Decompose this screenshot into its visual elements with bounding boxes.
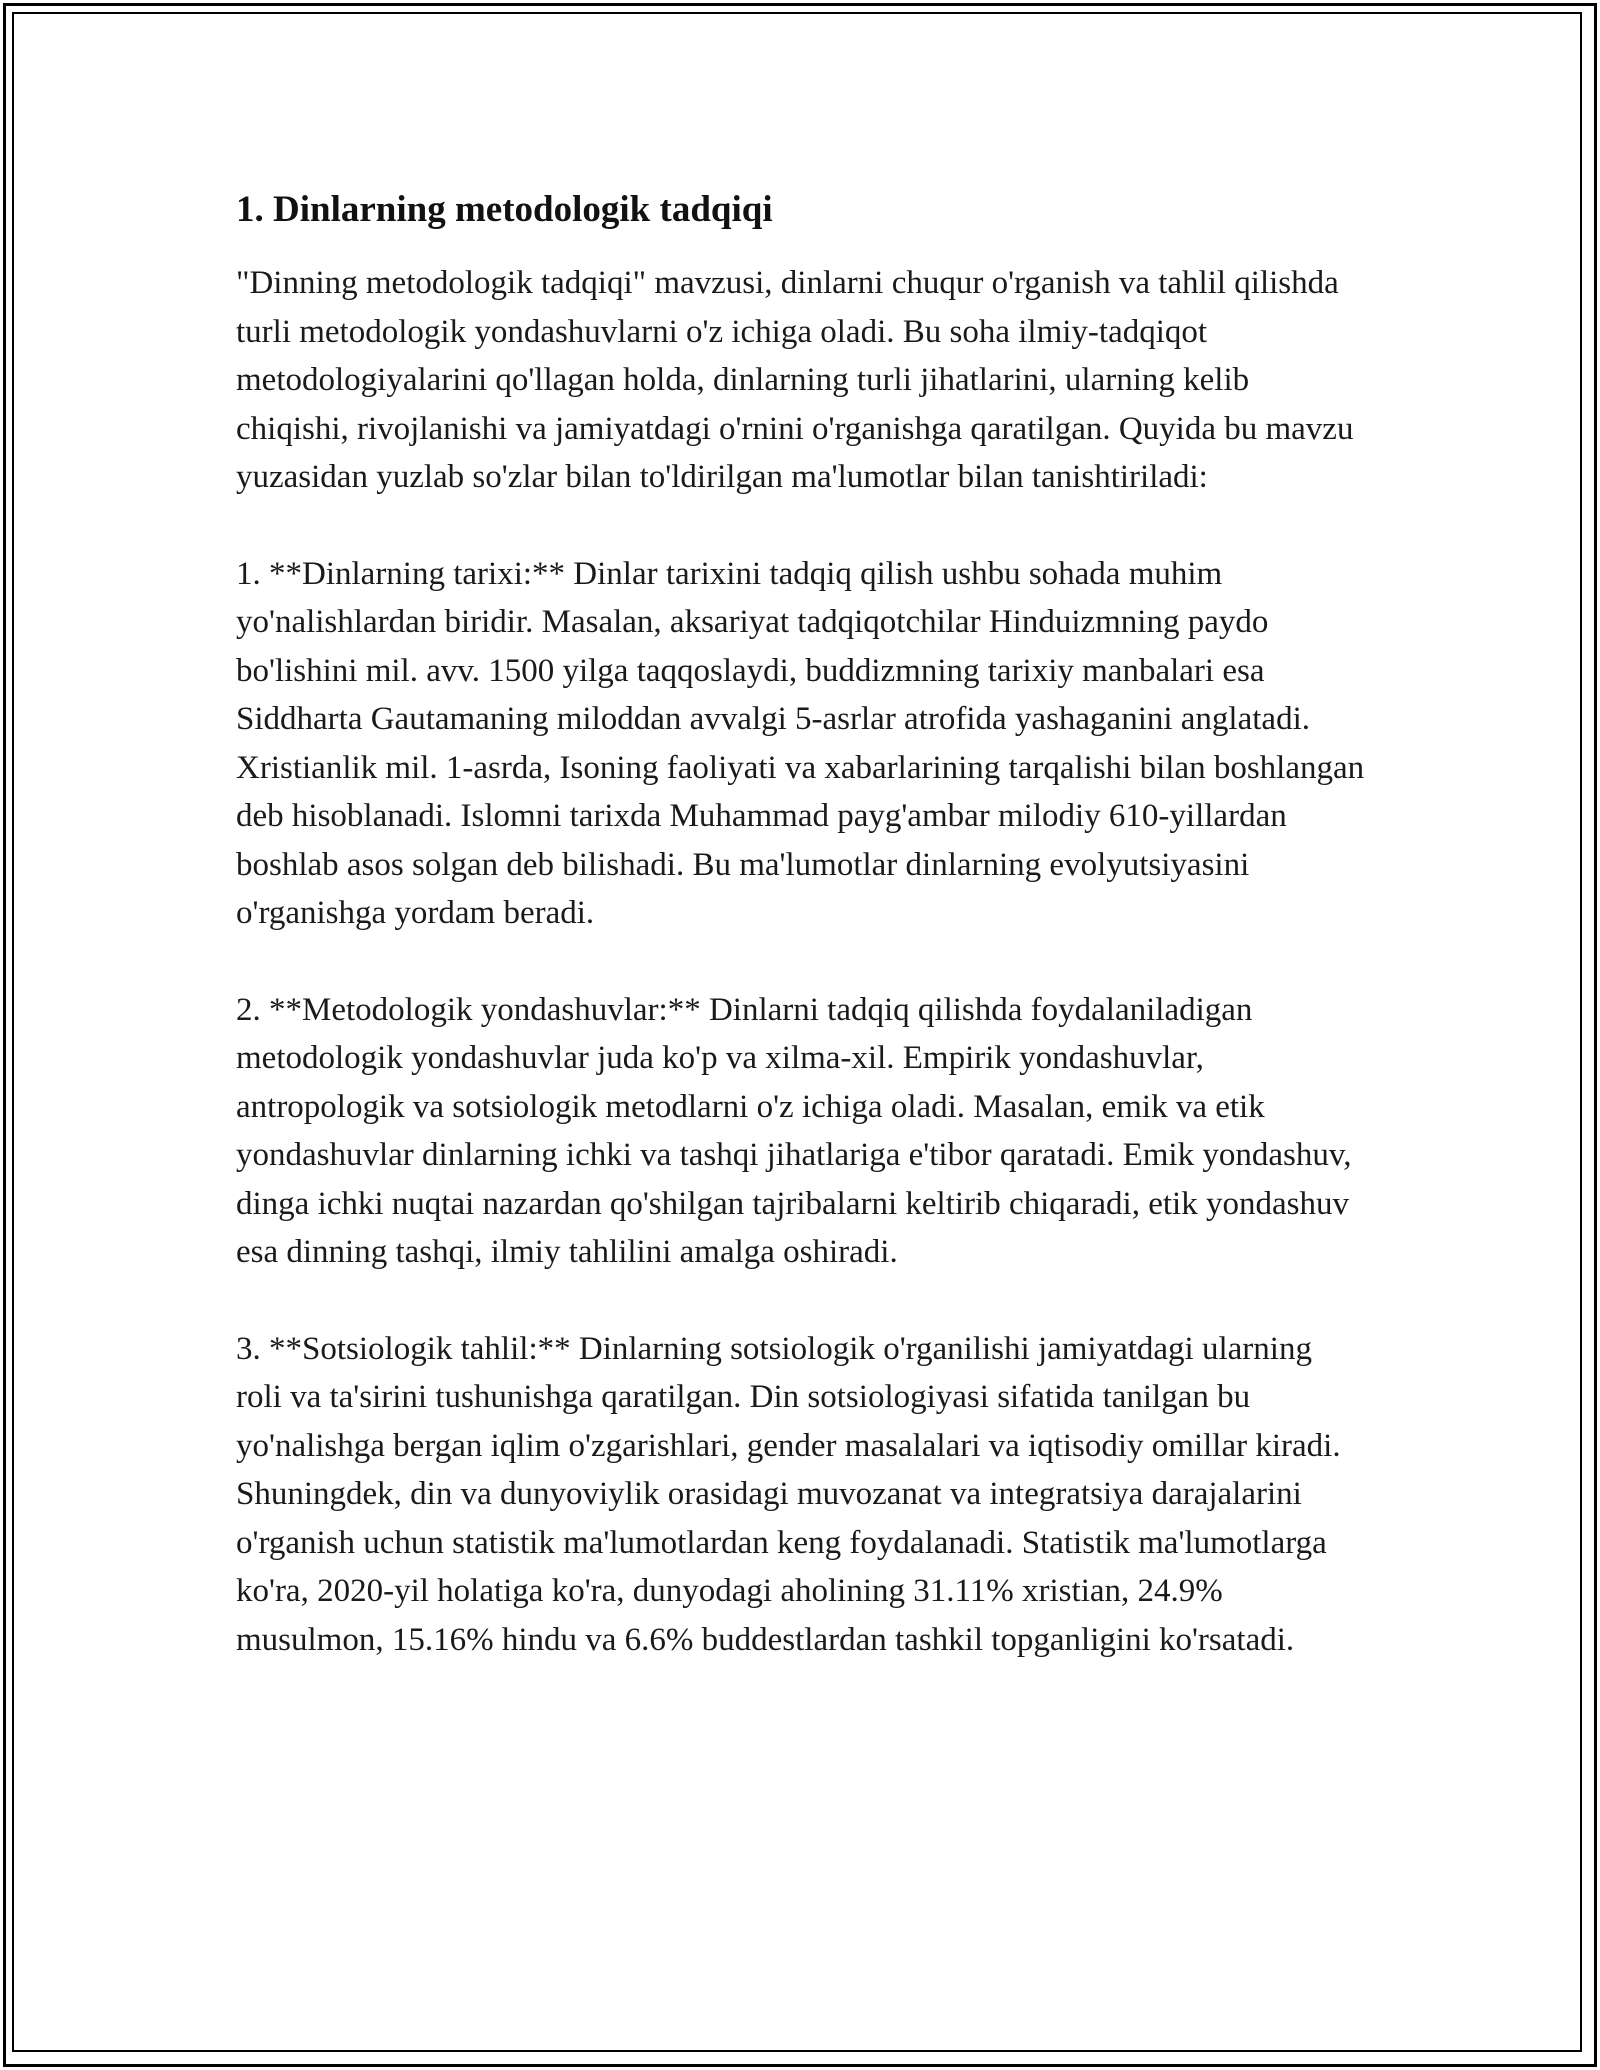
paragraph-sociology: 3. **Sotsiologik tahlil:** Dinlarning sotsiologik o'rganilishi jamiyatdagi ularning roli va ta'sirini tushunishga qaratilgan. Din sotsiologiyasi sifatida tanilgan bu yo'nalishga bergan iqlim o'zgarishlari, gender masalalari va iqtisodiy omillar kiradi. Shuningdek, din va dunyoviylik orasidagi muvozanat va integratsiya darajalarini o'rganish uchun statistik ma'lumotlardan keng foydalanadi. Statistik ma'lumotlarga ko'ra, 2020-yil holatiga ko'ra, dunyodagi aholining 31.11% xristian, 24.9% musulmon, 15.16% hindu va 6.6% buddestlardan tashkil topganligini ko'rsatadi. xyxy=(236,1330,1341,1658)
intro-paragraph: "Dinning metodologik tadqiqi" mavzusi, dinlarni chuqur o'rganish va tahlil qilishda turli metodologik yondashuvlarni o'z ichiga oladi. Bu soha ilmiy-tadqiqot metodologiyalarini qo'llagan holda, dinlarning turli jihatlarini, ularning kelib chiqishi, rivojlanishi va jamiyatdagi o'rnini o'rganishga qaratilgan. Quyida bu mavzu yuzasidan yuzlab so'zlar bilan to'ldirilgan ma'lumotlar bilan tanishtiriladi: xyxy=(236,265,1354,495)
document-body xyxy=(236,185,1366,1712)
section-heading: 1. Dinlarning metodologik tadqiqi xyxy=(236,189,773,230)
paragraph-methodology: 2. **Metodologik yondashuvlar:** Dinlarni tadqiq qilishda foydalaniladigan metodologik yondashuvlar juda ko'p va xilma-xil. Empirik yondashuvlar, antropologik va sotsiologik metodlarni o'z ichiga oladi. Masalan, emik va etik yondashuvlar dinlarning ichki va tashqi jihatlariga e'tibor qaratadi. Emik yondashuv, dinga ichki nuqtai nazardan qo'shilgan tajribalarni keltirib chiqaradi, etik yondashuv esa dinning tashqi, ilmiy tahlilini amalga oshiradi. xyxy=(236,991,1352,1270)
paragraph-history: 1. **Dinlarning tarixi:** Dinlar tarixini tadqiq qilish ushbu sohada muhim yo'nalishlardan biridir. Masalan, aksariyat tadqiqotchilar Hinduizmning paydo bo'lishini mil. avv. 1500 yilga taqqoslaydi, buddizmning tarixiy manbalari esa Siddharta Gautamaning miloddan avvalgi 5-asrlar atrofida yashaganini anglatadi. Xristianlik mil. 1-asrda, Isoning faoliyati va xabarlarining tarqalishi bilan boshlangan deb hisoblanadi. Islomni tarixda Muhammad payg'ambar milodiy 610-yillardan boshlab asos solgan deb bilishadi. Bu ma'lumotlar dinlarning evolyutsiyasini o'rganishga yordam beradi. xyxy=(236,555,1365,931)
